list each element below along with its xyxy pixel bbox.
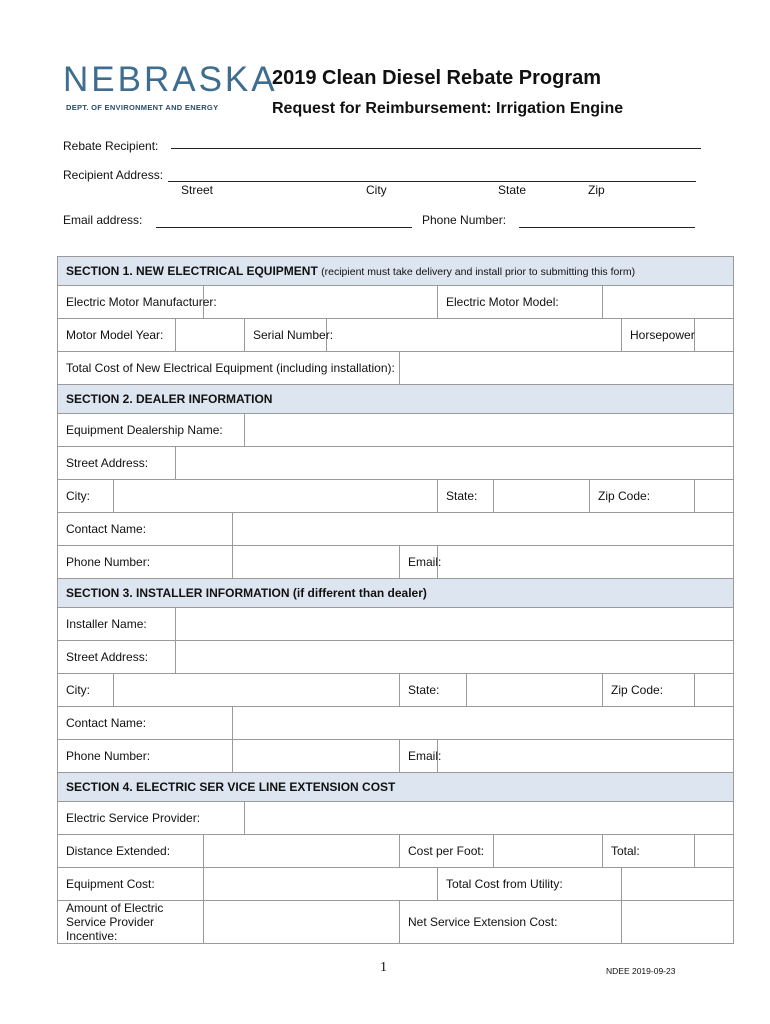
dealer-email-field[interactable] [438, 546, 734, 579]
provider-incentive-label: Amount of Electric Service Provider Incentive: [58, 901, 204, 944]
total-from-utility-label: Total Cost from Utility: [438, 868, 622, 901]
serial-number-field[interactable] [327, 319, 622, 352]
total-from-utility-field[interactable] [622, 868, 734, 901]
address-state-caption: State [498, 183, 527, 197]
motor-model-year-label: Motor Model Year: [58, 319, 176, 352]
dealer-city-field[interactable] [114, 480, 438, 513]
installer-state-field[interactable] [467, 674, 603, 707]
dealer-street-label: Street Address: [58, 447, 176, 480]
distance-extended-field[interactable] [204, 835, 400, 868]
net-extension-cost-field[interactable] [622, 901, 734, 944]
installer-name-field[interactable] [176, 608, 734, 641]
cost-per-foot-field[interactable] [494, 835, 603, 868]
section-1-title: SECTION 1. NEW ELECTRICAL EQUIPMENT [66, 264, 318, 278]
dealer-phone-label: Phone Number: [58, 546, 233, 579]
dealer-email-label: Email: [400, 546, 438, 579]
cost-per-foot-label: Cost per Foot: [400, 835, 494, 868]
logo-department-name: DEPT. OF ENVIRONMENT AND ENERGY [66, 103, 219, 112]
installer-email-field[interactable] [438, 740, 734, 773]
installer-phone-label: Phone Number: [58, 740, 233, 773]
form-subtitle: Request for Reimbursement: Irrigation Engine [272, 100, 624, 117]
total-equipment-cost-label: Total Cost of New Electrical Equipment (including installation): [58, 352, 400, 385]
installer-state-label: State: [400, 674, 467, 707]
section-1-note: (recipient must take delivery and install prior to submitting this form) [321, 266, 636, 278]
nebraska-logo-wordmark: NEBRASKA [63, 60, 278, 99]
motor-model-label: Electric Motor Model: [438, 286, 603, 319]
phone-number-label: Phone Number: [422, 213, 507, 227]
installer-street-label: Street Address: [58, 641, 176, 674]
section-4-title: SECTION 4. ELECTRIC SER VICE LINE EXTENSION COST [58, 773, 734, 802]
installer-name-label: Installer Name: [58, 608, 176, 641]
distance-extended-label: Distance Extended: [58, 835, 204, 868]
address-street-caption: Street [181, 183, 214, 197]
page-number: 1 [380, 960, 387, 975]
motor-model-year-field[interactable] [176, 319, 245, 352]
section-2-title: SECTION 2. DEALER INFORMATION [58, 385, 734, 414]
installer-contact-label: Contact Name: [58, 707, 233, 740]
installer-city-field[interactable] [114, 674, 400, 707]
dealership-name-label: Equipment Dealership Name: [58, 414, 245, 447]
section-1-header [58, 257, 734, 286]
rebate-recipient-label: Rebate Recipient: [63, 139, 159, 153]
horsepower-field[interactable] [695, 319, 734, 352]
address-city-caption: City [366, 183, 387, 197]
horsepower-label: Horsepower [622, 319, 695, 352]
dealership-name-field[interactable] [245, 414, 734, 447]
recipient-address-field[interactable] [168, 181, 696, 182]
motor-manufacturer-label: Electric Motor Manufacturer: [58, 286, 204, 319]
installer-city-label: City: [58, 674, 114, 707]
dealer-city-label: City: [58, 480, 114, 513]
provider-incentive-field[interactable] [204, 901, 400, 944]
installer-street-field[interactable] [176, 641, 734, 674]
email-address-field[interactable] [156, 227, 412, 228]
dealer-street-field[interactable] [176, 447, 734, 480]
phone-number-field[interactable] [519, 227, 695, 228]
extension-total-field[interactable] [695, 835, 734, 868]
installer-zip-field[interactable] [695, 674, 734, 707]
form-title: 2019 Clean Diesel Rebate Program [272, 67, 602, 89]
email-address-label: Email address: [63, 213, 143, 227]
service-provider-label: Electric Service Provider: [58, 802, 245, 835]
motor-manufacturer-field[interactable] [204, 286, 438, 319]
form-revision-code: NDEE 2019-09-23 [606, 966, 676, 976]
dealer-state-field[interactable] [494, 480, 590, 513]
address-zip-caption: Zip [588, 183, 605, 197]
motor-model-field[interactable] [603, 286, 734, 319]
extension-total-label: Total: [603, 835, 695, 868]
equipment-cost-label: Equipment Cost: [58, 868, 204, 901]
recipient-address-label: Recipient Address: [63, 168, 164, 182]
reimbursement-form-table [57, 256, 734, 944]
service-provider-field[interactable] [245, 802, 734, 835]
section-3-title: SECTION 3. INSTALLER INFORMATION (if different than dealer) [58, 579, 734, 608]
installer-phone-field[interactable] [233, 740, 400, 773]
dealer-zip-field[interactable] [695, 480, 734, 513]
dealer-contact-label: Contact Name: [58, 513, 233, 546]
dealer-contact-field[interactable] [233, 513, 734, 546]
dealer-state-label: State: [438, 480, 494, 513]
net-extension-cost-label: Net Service Extension Cost: [400, 901, 622, 944]
dealer-zip-label: Zip Code: [590, 480, 695, 513]
installer-email-label: Email: [400, 740, 438, 773]
rebate-recipient-field[interactable] [171, 148, 701, 149]
equipment-cost-field[interactable] [204, 868, 438, 901]
installer-zip-label: Zip Code: [603, 674, 695, 707]
dealer-phone-field[interactable] [233, 546, 400, 579]
total-equipment-cost-field[interactable] [400, 352, 734, 385]
serial-number-label: Serial Number: [245, 319, 327, 352]
installer-contact-field[interactable] [233, 707, 734, 740]
